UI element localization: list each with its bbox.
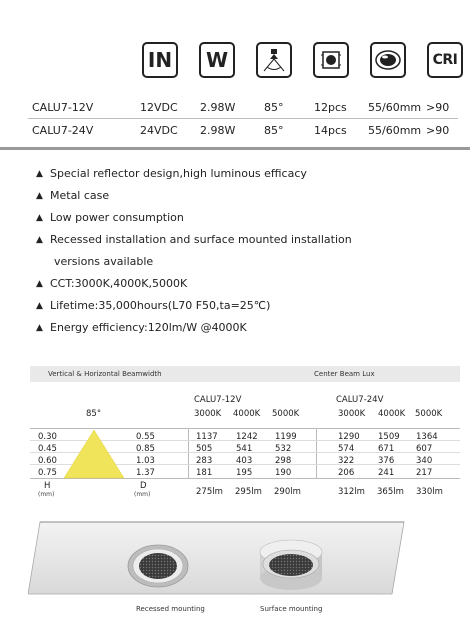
cct-header: 4000K xyxy=(233,409,261,419)
lux-cell: 1509 xyxy=(378,432,400,442)
center-lux-header: Center Beam Lux xyxy=(314,370,375,378)
spec-model: CALU7-24V xyxy=(32,124,94,137)
recessed-fixture xyxy=(128,545,188,587)
d-value: 1.03 xyxy=(136,456,155,466)
h-label: H xyxy=(44,481,51,491)
lux-cell: 574 xyxy=(338,444,355,454)
lux-cell: 190 xyxy=(275,468,292,478)
cct-header: 3000K xyxy=(338,409,366,419)
bullet-triangle-icon: ▲ xyxy=(36,235,43,245)
surface-fixture xyxy=(260,540,322,590)
beam-angle-label: 85° xyxy=(86,409,102,419)
cct-header: 4000K xyxy=(378,409,406,419)
feature-item: ▲ Metal case xyxy=(36,185,352,207)
feature-item: ▲ CCT:3000K,4000K,5000K xyxy=(36,273,352,295)
spec-angle: 85° xyxy=(264,101,284,114)
lux-cell: 376 xyxy=(378,456,395,466)
d-unit: (mm) xyxy=(134,491,151,498)
spec-cri: >90 xyxy=(426,101,450,114)
lux-cell: 1364 xyxy=(416,432,438,442)
lux-cell: 322 xyxy=(338,456,355,466)
spec-power: 2.98W xyxy=(200,101,236,114)
lumen-total: 275lm xyxy=(196,487,223,497)
d-value: 1.37 xyxy=(136,468,155,478)
cct-header: 5000K xyxy=(272,409,300,419)
lux-cell: 195 xyxy=(236,468,253,478)
lux-cell: 671 xyxy=(378,444,395,454)
lumen-total: 295lm xyxy=(235,487,262,497)
spec-voltage: 24VDC xyxy=(140,124,178,137)
model-title-24v: CALU7-24V xyxy=(336,395,384,405)
lux-cell: 298 xyxy=(275,456,292,466)
bullet-triangle-icon: ▲ xyxy=(36,213,43,223)
recessed-mounting-caption: Recessed mounting xyxy=(136,605,205,613)
d-value: 0.55 xyxy=(136,432,155,442)
spec-voltage: 12VDC xyxy=(140,101,178,114)
d-value: 0.85 xyxy=(136,444,155,454)
cct-header: 5000K xyxy=(415,409,443,419)
lux-cell: 1199 xyxy=(275,432,297,442)
spec-pcs: 12pcs xyxy=(314,101,347,114)
spec-model: CALU7-12V xyxy=(32,101,94,114)
lumen-total: 290lm xyxy=(274,487,301,497)
h-value: 0.60 xyxy=(38,456,57,466)
beamwidth-header: Vertical & Horizontal Beamwidth xyxy=(48,370,162,378)
input-icon xyxy=(142,42,178,78)
lux-cell: 241 xyxy=(378,468,395,478)
d-label: D xyxy=(140,481,147,491)
lux-cell: 1137 xyxy=(196,432,218,442)
wattage-icon-label: W xyxy=(205,48,229,72)
lux-cell: 607 xyxy=(416,444,433,454)
lux-cell: 505 xyxy=(196,444,213,454)
surface-mounting-caption: Surface mounting xyxy=(260,605,323,613)
table-col-divider xyxy=(316,428,317,478)
section-divider xyxy=(0,147,470,150)
feature-item: ▲ Energy efficiency:120lm/W @4000K xyxy=(36,317,352,339)
lux-cell: 340 xyxy=(416,456,433,466)
bullet-triangle-icon: ▲ xyxy=(36,301,43,311)
lux-cell: 283 xyxy=(196,456,213,466)
spec-size: 55/60mm xyxy=(368,124,422,137)
cri-icon xyxy=(427,42,463,78)
feature-item: ▲ Lifetime:35,000hours(L70 F50,ta=25℃) xyxy=(36,295,352,317)
beam-angle-icon xyxy=(256,42,292,78)
spec-angle: 85° xyxy=(264,124,284,137)
spec-size: 55/60mm xyxy=(368,101,422,114)
h-value: 0.30 xyxy=(38,432,57,442)
wattage-icon xyxy=(199,42,235,78)
h-unit: (mm) xyxy=(38,491,55,498)
input-icon-label: IN xyxy=(147,48,173,72)
lux-cell: 181 xyxy=(196,468,213,478)
lux-cell: 403 xyxy=(236,456,253,466)
lux-cell: 532 xyxy=(275,444,292,454)
bullet-triangle-icon: ▲ xyxy=(36,191,43,201)
model-title-12v: CALU7-12V xyxy=(194,395,242,405)
h-value: 0.45 xyxy=(38,444,57,454)
feature-item-continued: versions available xyxy=(54,255,154,268)
lux-cell: 217 xyxy=(416,468,433,478)
lux-cell: 1290 xyxy=(338,432,360,442)
lux-cell: 206 xyxy=(338,468,355,478)
lux-cell: 1242 xyxy=(236,432,258,442)
spec-icon-row xyxy=(142,42,463,78)
chip-count-icon xyxy=(313,42,349,78)
table-col-divider xyxy=(188,428,189,478)
feature-item: ▲ Recessed installation and surface mounted installation xyxy=(36,229,352,251)
mounting-illustration xyxy=(28,518,418,596)
lumen-total: 312lm xyxy=(338,487,365,497)
lumen-total: 330lm xyxy=(416,487,443,497)
bullet-triangle-icon: ▲ xyxy=(36,323,43,333)
feature-list xyxy=(36,163,352,339)
lux-cell: 541 xyxy=(236,444,253,454)
cct-header: 3000K xyxy=(194,409,222,419)
spec-cri: >90 xyxy=(426,124,450,137)
feature-item: ▲ Special reflector design,high luminous efficacy xyxy=(36,163,352,185)
beam-cone-diagram xyxy=(58,428,130,480)
feature-item: ▲ Low power consumption xyxy=(36,207,352,229)
lumen-total: 365lm xyxy=(377,487,404,497)
bullet-triangle-icon: ▲ xyxy=(36,279,43,289)
spec-pcs: 14pcs xyxy=(314,124,347,137)
h-value: 0.75 xyxy=(38,468,57,478)
cutout-icon xyxy=(370,42,406,78)
spec-power: 2.98W xyxy=(200,124,236,137)
spec-divider xyxy=(28,118,458,119)
beam-table-header xyxy=(30,366,460,382)
cri-icon-label: CRI xyxy=(432,52,458,68)
bullet-triangle-icon: ▲ xyxy=(36,169,43,179)
